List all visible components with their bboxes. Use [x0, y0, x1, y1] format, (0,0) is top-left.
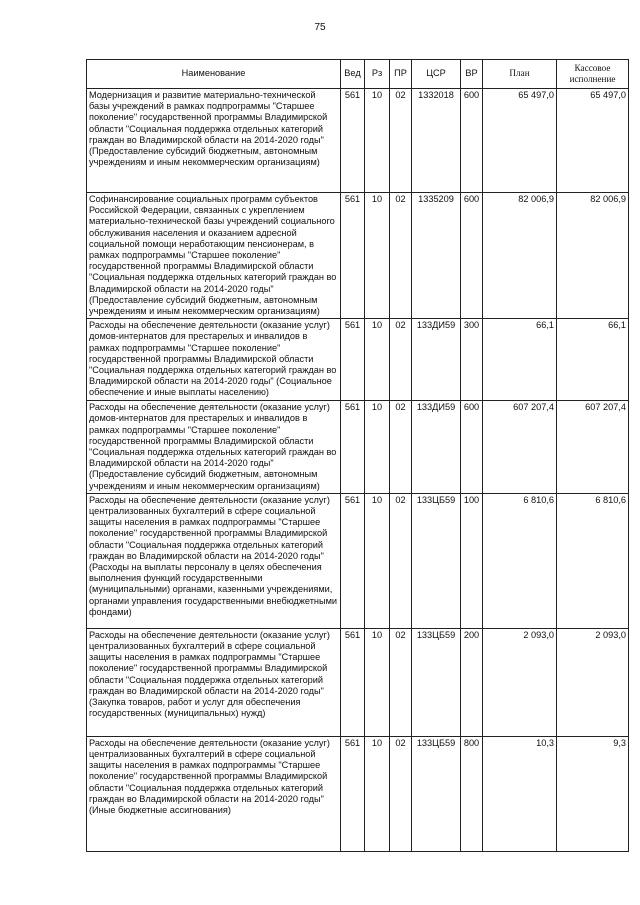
row-vr: 200	[461, 628, 483, 736]
header-cash: Кассовое исполнение	[557, 60, 629, 89]
row-vr: 300	[461, 319, 483, 401]
row-cash: 65 497,0	[557, 89, 629, 193]
row-rz: 10	[365, 736, 390, 851]
row-cash: 82 006,9	[557, 193, 629, 319]
row-name: Расходы на обеспечение деятельности (оказание услуг) централизованных бухгалтерий в сфере социальной защиты населения в рамках подпрограммы "Старшее поколение" государственной программы Владимирской области "Социальная поддержка отдельных категорий граждан во Владимирской области на 2014-2020 годы" (Закупка товаров, работ и услуг для обеспечения государственных (муниципальных) нужд)	[87, 628, 341, 736]
row-name: Софинансирование социальных программ субъектов Российской Федерации, связанных с укреплением материально-технической базы учреждений социального обслуживания населения и оказанием адресной социальной помощи неработающим пенсионерам, в рамках подпрограммы "Старшее поколение" государственной программы Владимирской области "Социальная поддержка отдельных категорий граждан во Владимирской области на 2014-2020 годы" (Предоставление субсидий бюджетным, автономным учреждениям и иным некоммерческим организациям)	[87, 193, 341, 319]
row-ved: 561	[341, 628, 365, 736]
row-vr: 100	[461, 493, 483, 628]
header-csr: ЦСР	[412, 60, 461, 89]
header-name: Наименование	[87, 60, 341, 89]
row-pr: 02	[390, 89, 412, 193]
row-ved: 561	[341, 736, 365, 851]
table-row	[87, 89, 629, 193]
table-header-row	[87, 60, 629, 89]
row-csr: 1332018	[412, 89, 461, 193]
row-pr: 02	[390, 193, 412, 319]
row-csr: 133ДИ59	[412, 401, 461, 494]
table-row	[87, 493, 629, 628]
row-ved: 561	[341, 493, 365, 628]
row-plan: 10,3	[483, 736, 557, 851]
row-plan: 65 497,0	[483, 89, 557, 193]
row-name: Расходы на обеспечение деятельности (оказание услуг) централизованных бухгалтерий в сфере социальной защиты населения в рамках подпрограммы "Старшее поколение" государственной программы Владимирской области "Социальная поддержка отдельных категорий граждан во Владимирской области на 2014-2020 годы" (Расходы на выплаты персоналу в целях обеспечения выполнения функций государственными (муниципальными) органами, казенными учреждениями, органами управления государственными внебюджетными фондами)	[87, 493, 341, 628]
row-plan: 2 093,0	[483, 628, 557, 736]
row-csr: 133ДИ59	[412, 319, 461, 401]
row-vr: 800	[461, 736, 483, 851]
row-pr: 02	[390, 736, 412, 851]
row-rz: 10	[365, 401, 390, 494]
row-cash: 9,3	[557, 736, 629, 851]
table-row	[87, 736, 629, 851]
row-ved: 561	[341, 89, 365, 193]
row-rz: 10	[365, 89, 390, 193]
row-plan: 66,1	[483, 319, 557, 401]
row-rz: 10	[365, 628, 390, 736]
header-pr: ПР	[390, 60, 412, 89]
row-plan: 82 006,9	[483, 193, 557, 319]
row-name: Расходы на обеспечение деятельности (оказание услуг) централизованных бухгалтерий в сфере социальной защиты населения в рамках подпрограммы "Старшее поколение" государственной программы Владимирской области "Социальная поддержка отдельных категорий граждан во Владимирской области на 2014-2020 годы" (Иные бюджетные ассигнования)	[87, 736, 341, 851]
row-csr: 1335209	[412, 193, 461, 319]
row-cash: 6 810,6	[557, 493, 629, 628]
row-csr: 133ЦБ59	[412, 628, 461, 736]
row-cash: 607 207,4	[557, 401, 629, 494]
row-csr: 133ЦБ59	[412, 736, 461, 851]
table-row	[87, 401, 629, 494]
row-pr: 02	[390, 493, 412, 628]
header-ved: Вед	[341, 60, 365, 89]
row-vr: 600	[461, 401, 483, 494]
page-number: 75	[314, 22, 326, 33]
row-pr: 02	[390, 628, 412, 736]
row-name: Модернизация и развитие материально-технической базы учреждений в рамках подпрограммы "Старшее поколение" государственной программы Владимирской области "Социальная поддержка отдельных категорий граждан во Владимирской области на 2014-2020 годы" (Предоставление субсидий бюджетным, автономным учреждениям и иным некоммерческим организациям)	[87, 89, 341, 193]
row-pr: 02	[390, 401, 412, 494]
row-cash: 2 093,0	[557, 628, 629, 736]
table-row	[87, 319, 629, 401]
row-vr: 600	[461, 89, 483, 193]
header-rz: Рз	[365, 60, 390, 89]
row-pr: 02	[390, 319, 412, 401]
header-plan: План	[483, 60, 557, 89]
row-cash: 66,1	[557, 319, 629, 401]
header-vr: ВР	[461, 60, 483, 89]
table-row	[87, 628, 629, 736]
row-rz: 10	[365, 493, 390, 628]
row-vr: 600	[461, 193, 483, 319]
row-rz: 10	[365, 193, 390, 319]
row-rz: 10	[365, 319, 390, 401]
table-row	[87, 193, 629, 319]
row-csr: 133ЦБ59	[412, 493, 461, 628]
row-ved: 561	[341, 193, 365, 319]
row-ved: 561	[341, 401, 365, 494]
row-name: Расходы на обеспечение деятельности (оказание услуг) домов-интернатов для престарелых и инвалидов в рамках подпрограммы "Старшее поколение" государственной программы Владимирской области "Социальная поддержка отдельных категорий граждан во Владимирской области на 2014-2020 годы" (Социальное обеспечение и иные выплаты населению)	[87, 319, 341, 401]
budget-table	[86, 59, 629, 852]
row-name: Расходы на обеспечение деятельности (оказание услуг) домов-интернатов для престарелых и инвалидов в рамках подпрограммы "Старшее поколение" государственной программы Владимирской области "Социальная поддержка отдельных категорий граждан во Владимирской области на 2014-2020 годы" (Предоставление субсидий бюджетным, автономным учреждениям и иным некоммерческим организациям)	[87, 401, 341, 494]
row-plan: 607 207,4	[483, 401, 557, 494]
row-ved: 561	[341, 319, 365, 401]
row-plan: 6 810,6	[483, 493, 557, 628]
